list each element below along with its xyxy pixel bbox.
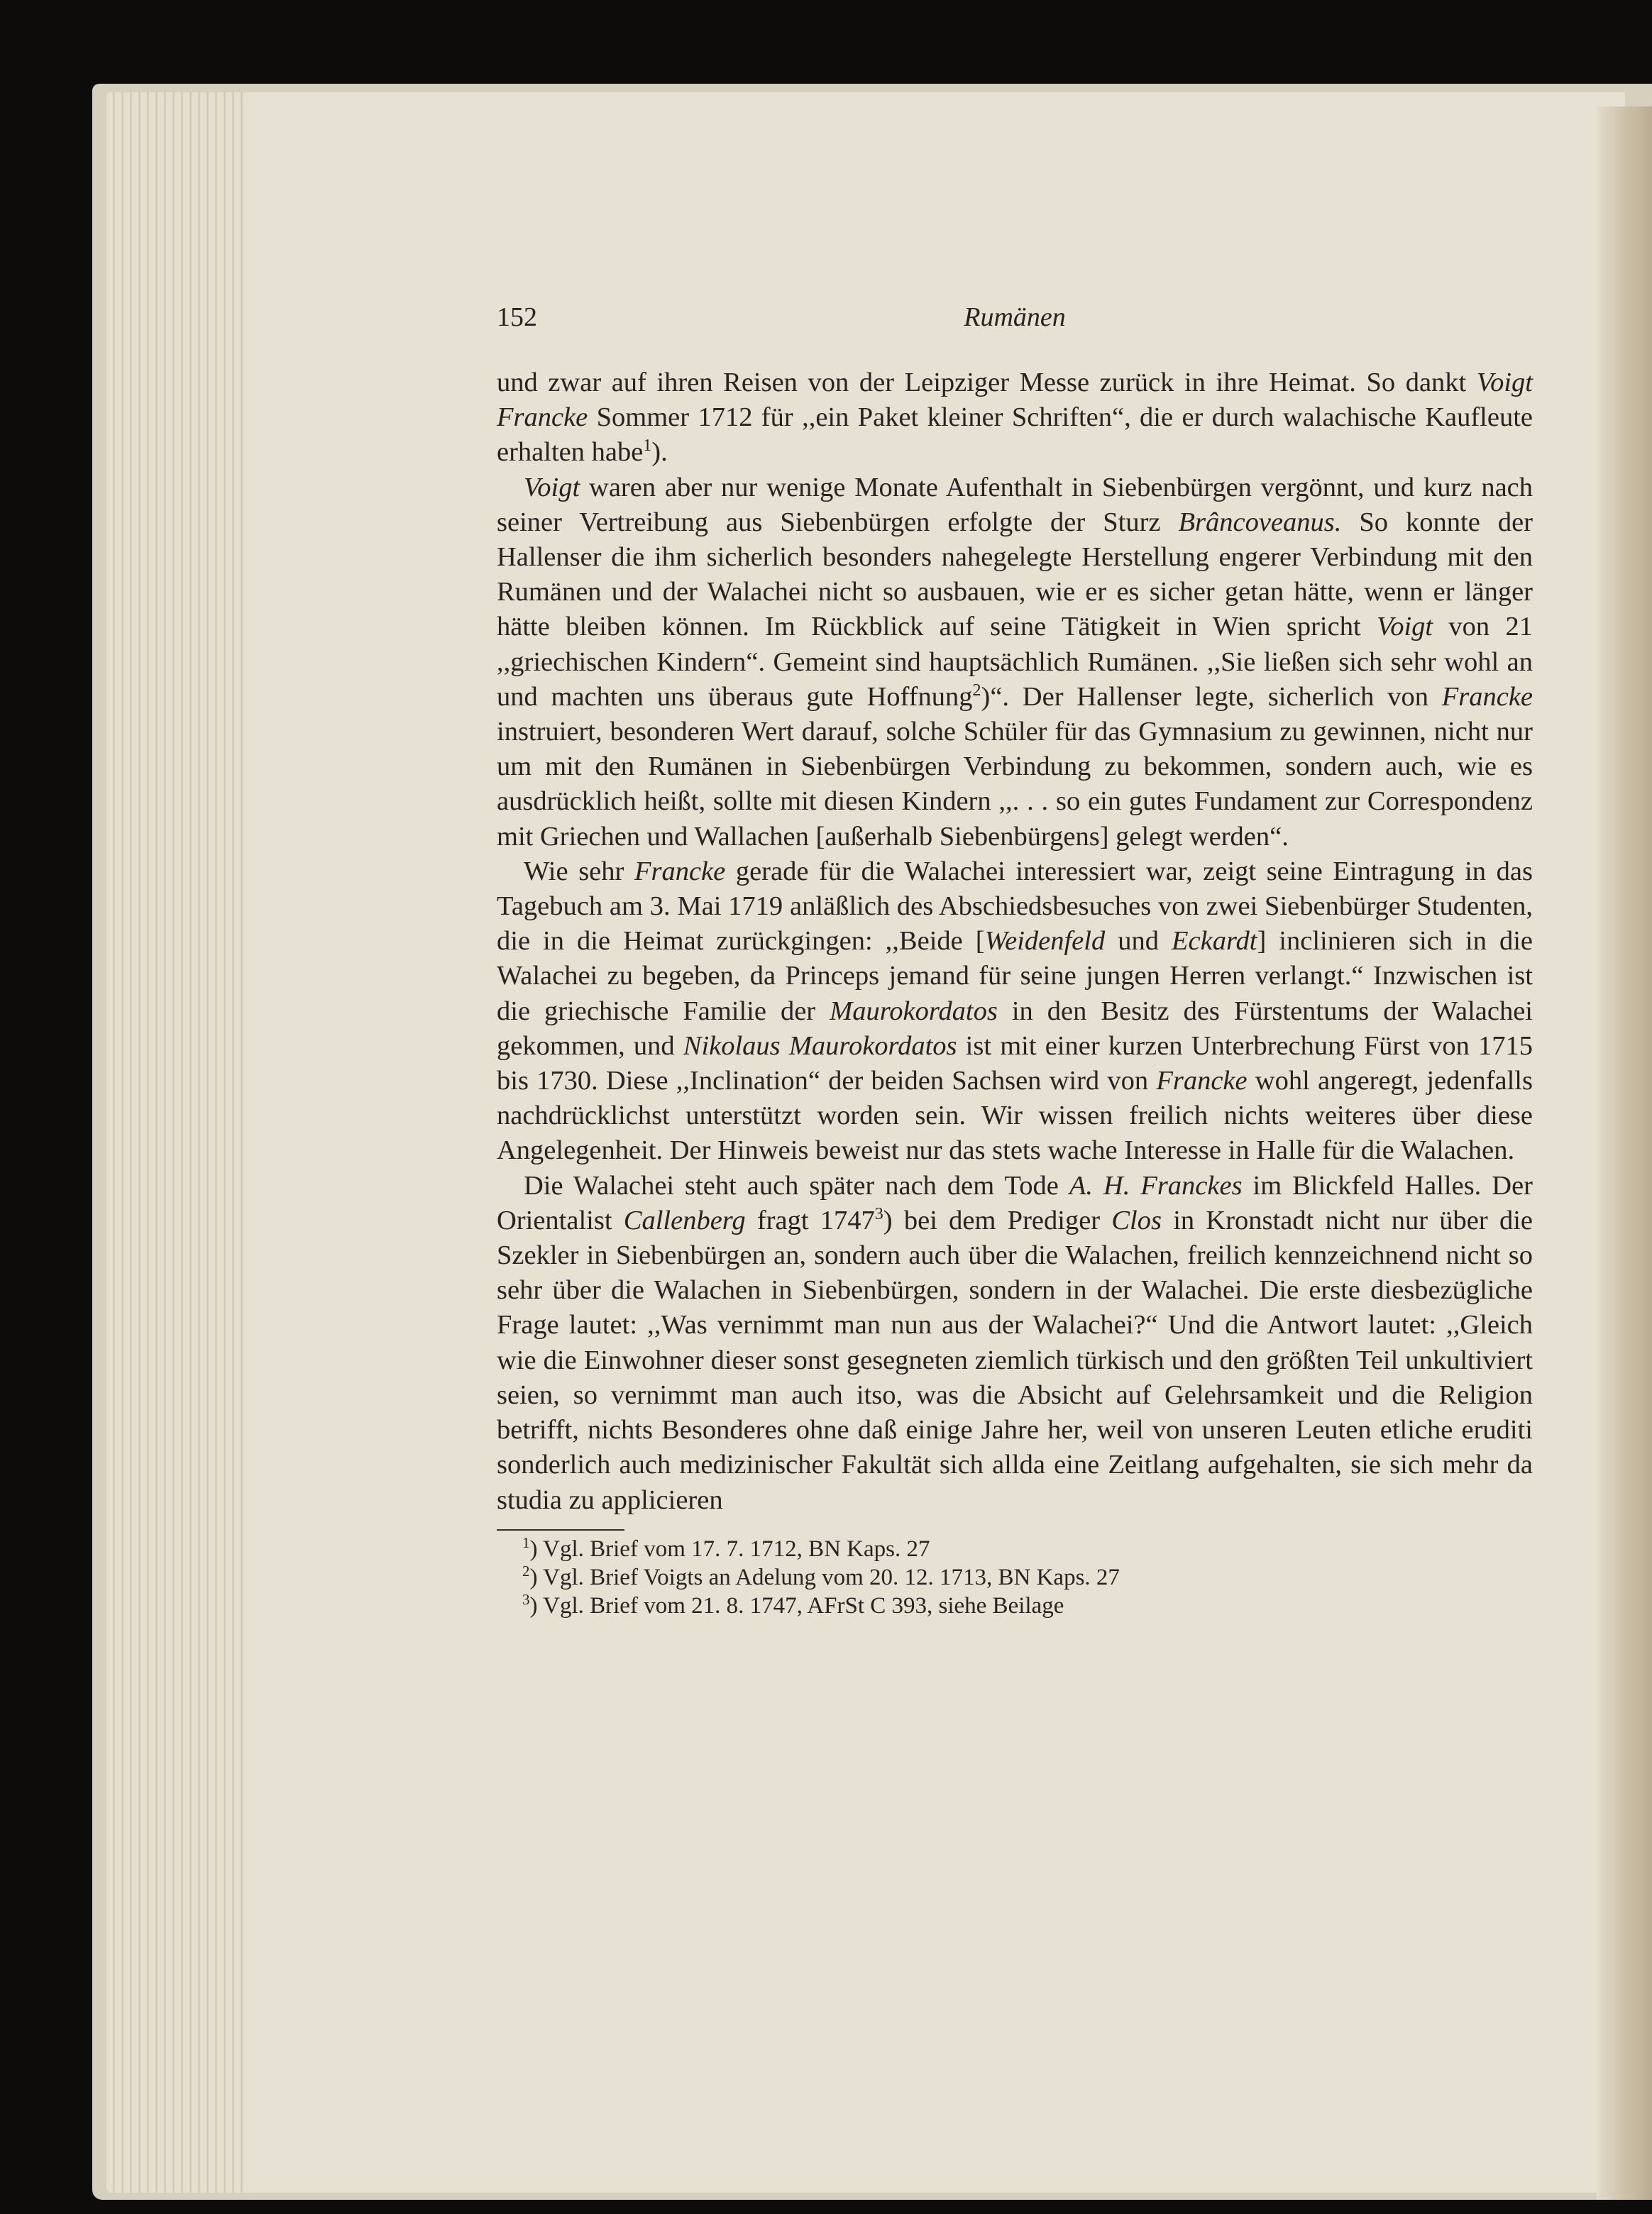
text-run: So konnte der Hallenser die ihm sicherlich besonders nahegelegte Herstellung engerer Verbindung mit den Rumänen und der Walachei nicht so ausbauen, wie er es sicher getan hätte, wenn er länger hätte bleiben können. Im Rückblick auf seine Tätigkeit in Wien spricht [497,507,1533,642]
paragraph [497,365,1533,470]
text-run: und zwar auf ihren Reisen von der Leipziger Messe zurück in ihre Heimat. So dankt [497,368,1477,397]
text-run: Die Walachei steht auch später nach dem Tode [524,1170,1069,1201]
text-run: ) bei dem Prediger [883,1205,1112,1235]
footnote-text: ) Vgl. Brief vom 17. 7. 1712, BN Kaps. 27 [529,1536,930,1562]
text-run: gerade für die Walachei interessiert war, zeigt seine Eintragung in das Tagebuch am 3. Mai 1719 anläßlich des Abschiedsbesuches von zwei Siebenbürger Studenten, die in die Heimat zurückgingen: ,,Beide [ [497,856,1533,957]
running-head-title: Rumänen [964,302,1066,332]
text-run: )“. Der Hallenser legte, sicherlich von [981,681,1442,712]
text-run: und [1105,926,1172,957]
text-run: ). [651,437,668,468]
text-run: instruiert, besonderen Wert darauf, solche Schüler für das Gymnasium zu gewinnen, nicht nur um mit den Rumänen in Siebenbürgen Verbindung zu bekommen, sondern auch, wie es ausdrücklich heißt, sollte mit diesen Kindern ,,. . . so ein gutes Fundament zur Correspondenz mit Griechen und Wallachen [außerhalb Siebenbürgens] gelegt werden“. [497,717,1533,852]
text-run: wohl angeregt, jedenfalls nachdrücklichst unterstützt worden sein. Wir wissen freilich nichts weiteres über diese Angelegenheit. Der Hinweis beweist nur das stets wache Interesse in Halle für die Walachen. [497,1066,1533,1166]
text-run: ist mit einer kurzen Unterbrechung Fürst von 1715 bis 1730. Diese ,,Inclination“ der beiden Sachsen wird von [497,1030,1533,1096]
footnotes [497,1535,1533,1620]
text-run: in den Besitz des Fürstentums der Walachei gekommen, und [497,996,1533,1061]
italic-text: Voigt Francke [497,368,1533,433]
italic-text: Callenberg [623,1205,746,1235]
footnote-text: ) Vgl. Brief vom 21. 8. 1747, AFrSt C 393, siehe Beilage [529,1592,1064,1619]
paragraph [497,1169,1533,1518]
italic-text: Francke [1441,681,1533,712]
running-head [497,302,1533,344]
text-run: im Blickfeld Halles. Der Orientalist [497,1170,1533,1235]
footnote-text: ) Vgl. Brief Voigts an Adelung vom 20. 12. 1713, BN Kaps. 27 [529,1564,1120,1590]
italic-text: Voigt [1376,612,1433,642]
paragraph [497,470,1533,854]
text-run: von 21 ,,griechischen Kindern“. Gemeint sind hauptsächlich Rumänen. ,,Sie ließen sich sehr wohl an und machten uns überaus gute Hoffnung [497,612,1533,712]
body-text [497,365,1533,1518]
page-edges [106,92,255,2193]
italic-text: Maurokordatos [830,996,998,1026]
text-run: waren aber nur wenige Monate Aufenthalt in Siebenbürgen vergönnt, und kurz nach seiner Vertreibung aus Siebenbürgen erfolgte der Sturz [497,472,1533,537]
footnote-marker: 1 [522,1533,530,1551]
italic-text: Francke [634,856,726,886]
italic-text: Clos [1111,1205,1162,1235]
footnote-reference: 3 [874,1205,883,1224]
text-run: Wie sehr [524,856,634,886]
text-run: fragt 1747 [745,1205,875,1235]
italic-text: Eckardt [1172,926,1257,957]
footnote [497,1592,1533,1620]
footnote-divider [497,1529,624,1531]
italic-text: Brâncoveanus. [1178,507,1342,537]
footnote [497,1535,1533,1563]
footnote-marker: 2 [522,1562,530,1580]
text-run: ] inclinieren sich in die Walachei zu begeben, da Princeps jemand für seine jungen Herren verlangt.“ Inzwischen ist die griechische Familie der [497,926,1533,1026]
book-gutter [1597,106,1652,2200]
text-run: Sommer 1712 für ,,ein Paket kleiner Schriften“, die er durch walachische Kaufleute erhalten habe [497,402,1533,468]
page-number: 152 [497,302,537,332]
paragraph [497,854,1533,1169]
italic-text: Voigt [524,472,580,502]
italic-text: Nikolaus Maurokordatos [683,1030,957,1061]
page-content [497,302,1533,1620]
footnote [497,1563,1533,1592]
footnote-reference: 2 [972,681,981,700]
italic-text: Weidenfeld [984,926,1106,957]
footnote-reference: 1 [643,436,652,456]
italic-text: Francke [1156,1066,1248,1096]
text-run: in Kronstadt nicht nur über die Szekler in Siebenbürgen an, sondern auch über die Walachen, freilich kennzeichnend nicht so sehr über die Walachen in Siebenbürgen, sondern in der Walachei. Die erste diesbezügliche Frage lautet: ,,Was vernimmt man nun aus der Walachei?“ Und die Antwort lautet: ,,Gleich wie die Einwohner dieser sonst gesegneten ziemlich türkisch und den größten Teil unkultiviert seien, so vernimmt man auch itso, was die Absicht auf Gelehrsamkeit und die Religion betrifft, nichts Besonderes ohne daß einige Jahre her, weil von unseren Leuten etliche eruditi sonderlich auch medizinischer Fakultät sich allda eine Zeitlang aufgehalten, sie sich mehr da studia zu applicieren [497,1205,1533,1515]
italic-text: A. H. Franckes [1069,1170,1243,1201]
footnote-marker: 3 [522,1590,530,1608]
